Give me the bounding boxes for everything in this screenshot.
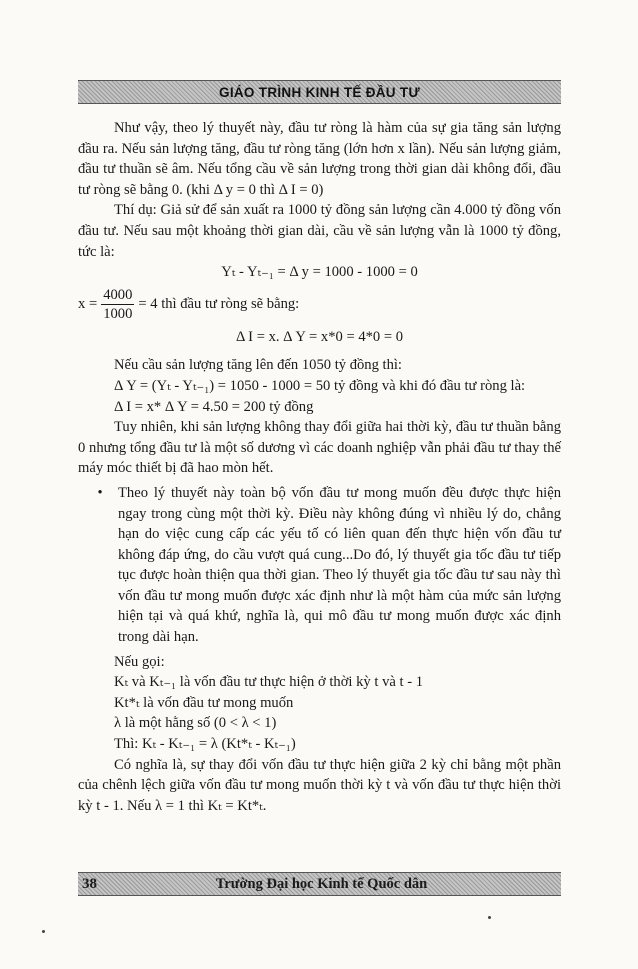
paragraph-meaning: Có nghĩa là, sự thay đổi vốn đầu tư thực hiện giữa 2 kỳ chỉ bằng một phần của chênh lệch giữa vốn đầu tư mong muốn thời kỳ t và vốn đầu tư thực hiện thời kỳ t - 1. Nếu λ = 1 thì Kₜ = Kt*ₜ. bbox=[78, 756, 561, 814]
bullet-text: Theo lý thuyết này toàn bộ vốn đầu tư mong muốn đều được thực hiện ngay trong cùng một thời kỳ. Điều này không đúng vì nhiều lý do, chẳng hạn do việc cung cấp các yếu tố có liên quan đến thực hiện vốn đầu tư không đáp ứng, do cầu vượt quá cung...Do đó, lý thuyết gia tốc đầu tư tiếp tục được hoàn thiện qua thời gian. Theo lý thuyết gia tốc đầu tư sau này thì vốn đầu tư mong muốn được xác định như là một hàm của mức sản lượng hiện tại và quá khứ, nghĩa là, qui mô đầu tư mong muốn được xác định trong dài hạn. bbox=[118, 484, 561, 646]
paragraph-however: Tuy nhiên, khi sản lượng không thay đổi giữa hai thời kỳ, đầu tư thuần bằng 0 nhưng tổng đầu tư là một số dương vì các doanh nghiệp vẫn phải đầu tư thay thế máy móc thiết bị đã hao mòn hết. bbox=[78, 419, 561, 477]
definition-kt-star: Kt*ₜ là vốn đầu tư mong muốn bbox=[114, 694, 294, 711]
equation-x-prefix: x = bbox=[78, 296, 98, 313]
running-footer bbox=[78, 872, 561, 896]
header-title: GIÁO TRÌNH KINH TẾ ĐẦU TƯ bbox=[219, 84, 420, 100]
equation-k-difference: Thì: Kₜ - Kₜ₋₁ = λ (Kt*ₜ - Kₜ₋₁) bbox=[114, 736, 296, 753]
scan-speck bbox=[42, 930, 45, 933]
equation-delta-y-increase: Δ Y = (Yₜ - Yₜ₋₁) = 1050 - 1000 = 50 tỷ đồng và khi đó đầu tư ròng là: bbox=[114, 377, 526, 394]
equation-delta-i-increase: Δ I = x* Δ Y = 4.50 = 200 tỷ đồng bbox=[114, 398, 314, 415]
equation-delta-i: Δ I = x. Δ Y = x*0 = 4*0 = 0 bbox=[235, 328, 404, 345]
scan-speck bbox=[488, 916, 491, 919]
paragraph-increase: Nếu cầu sản lượng tăng lên đến 1050 tỷ đồng thì: bbox=[114, 357, 402, 374]
bullet-item bbox=[78, 483, 561, 648]
fraction-numerator: 4000 bbox=[103, 287, 133, 304]
equation-x-suffix: = 4 thì đầu tư ròng sẽ bằng: bbox=[138, 296, 300, 313]
fraction bbox=[101, 286, 134, 323]
definition-intro: Nếu gọi: bbox=[114, 653, 165, 670]
equation-x-ratio bbox=[78, 283, 561, 327]
definition-lambda: λ là một hằng số (0 < λ < 1) bbox=[114, 715, 277, 732]
bullet-icon: • bbox=[97, 484, 103, 501]
equation-delta-y: Yₜ - Yₜ₋₁ = Δ y = 1000 - 1000 = 0 bbox=[221, 264, 418, 281]
fraction-denominator: 1000 bbox=[103, 306, 133, 323]
running-header bbox=[78, 80, 561, 104]
definition-k: Kₜ và Kₜ₋₁ là vốn đầu tư thực hiện ở thời kỳ t và t - 1 bbox=[114, 674, 424, 691]
page-body bbox=[78, 118, 561, 816]
paragraph-intro: Như vậy, theo lý thuyết này, đầu tư ròng là hàm của sự gia tăng sản lượng đầu ra. Nếu sản lượng tăng, đầu tư ròng tăng (lớn hơn x lần). Nếu sản lượng giảm, đầu tư thuần sẽ âm. Nếu tổng cầu về sản lượng trong thời gian dài không đổi, đầu tư ròng sẽ bằng 0. (khi Δ y = 0 thì Δ I = 0) bbox=[78, 120, 561, 198]
footer-institution: Trường Đại học Kinh tế Quốc dân bbox=[215, 875, 428, 892]
page-number: 38 bbox=[82, 875, 97, 892]
paragraph-example: Thí dụ: Giả sử để sản xuất ra 1000 tỷ đồng sản lượng cần 4.000 tỷ đồng vốn đầu tư. Nếu sau một khoảng thời gian dài, cầu về sản lượng vẫn là 1000 tỷ đồng, tức là: bbox=[78, 202, 561, 260]
